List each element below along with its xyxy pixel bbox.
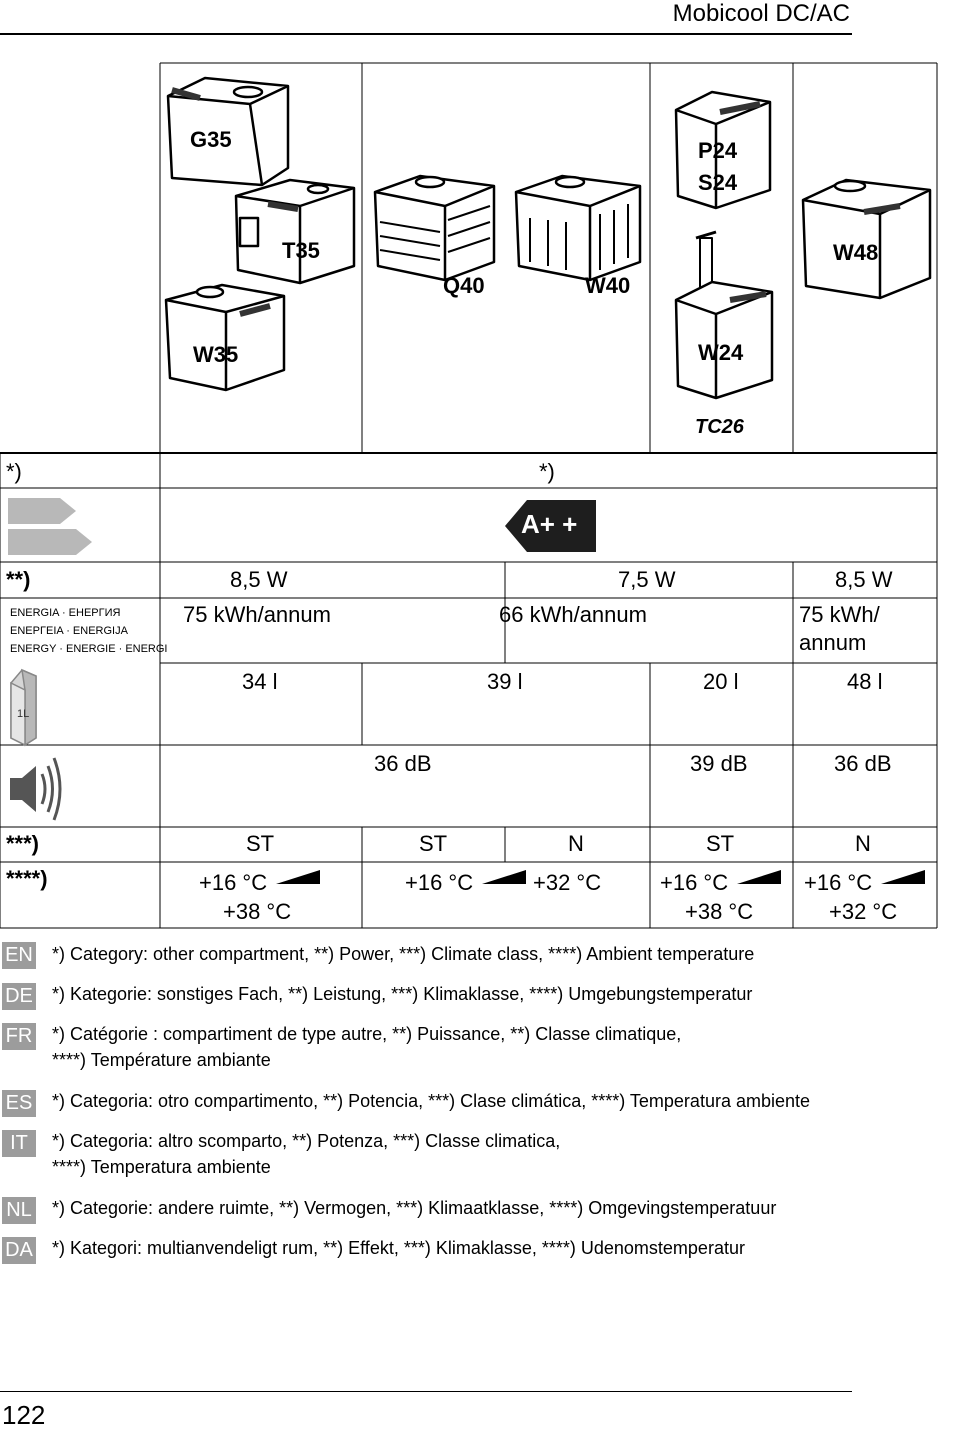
noise-value-2: 39 dB xyxy=(690,751,748,776)
ambient-3-max: +38 °C xyxy=(685,899,754,924)
ambient-2-max: +32 °C xyxy=(533,870,602,895)
cooler-q40-illustration xyxy=(375,176,494,280)
model-w48-label: W48 xyxy=(833,240,879,265)
climate-value-2: ST xyxy=(419,831,448,856)
climate-value-1: ST xyxy=(246,831,275,856)
climate-value-5: N xyxy=(855,831,871,856)
lang-badge-en: EN xyxy=(2,942,36,969)
noise-value-3: 36 dB xyxy=(834,751,892,776)
lang-badge-de: DE xyxy=(2,983,36,1010)
consumption-value-3b: annum xyxy=(799,630,867,655)
model-tc26-label: TC26 xyxy=(695,416,744,438)
note-da: *) Kategori: multianvendeligt rum, **) Effekt, ***) Klimaklasse, ****) Udenomstemperatur xyxy=(52,1238,745,1258)
model-q40-label: Q40 xyxy=(443,273,485,298)
energy-label-line-2: ΕΝΕΡΓΕΙΑ · ENERGIJA xyxy=(10,625,128,637)
model-s24-label: S24 xyxy=(698,170,738,195)
cooler-w40-illustration xyxy=(516,176,640,280)
model-g35-label: G35 xyxy=(190,127,232,152)
volume-icon-label: 1L xyxy=(17,708,30,720)
note-es: *) Categoria: otro compartimento, **) Potencia, ***) Clase climática, ****) Temperatura ambiente xyxy=(52,1091,811,1111)
energy-label-line-1: ENERGIA · ЕНЕРГИЯ xyxy=(10,607,121,619)
note-en: *) Category: other compartment, **) Power, ***) Climate class, ****) Ambient temperature xyxy=(52,944,755,964)
ambient-1-max: +38 °C xyxy=(223,899,292,924)
footer-rule xyxy=(0,1391,852,1392)
consumption-value-1: 75 kWh/annum xyxy=(183,602,331,627)
ambient-row-label: ****) xyxy=(6,866,48,891)
volume-value-1: 34 l xyxy=(242,669,278,694)
volume-value-2: 39 l xyxy=(487,669,523,694)
note-fr-line-1: *) Catégorie : compartiment de type autre, **) Puissance, **) Classe climatique, xyxy=(52,1024,682,1044)
energy-scale-arrows xyxy=(8,498,92,555)
consumption-value-2: 66 kWh/annum xyxy=(499,602,647,627)
note-it-line-1: *) Categoria: altro scomparto, **) Potenza, ***) Classe climatica, xyxy=(52,1131,561,1151)
power-value-3: 8,5 W xyxy=(835,567,893,592)
note-fr-line-2: ****) Température ambiante xyxy=(52,1050,271,1070)
climate-row-label: ***) xyxy=(6,831,40,856)
category-row-value: *) xyxy=(539,459,555,484)
consumption-value-3a: 75 kWh/ xyxy=(799,602,880,627)
model-w24-label: W24 xyxy=(698,340,744,365)
lang-badge-da: DA xyxy=(2,1237,36,1264)
energy-label-line-3: ENERGY · ENERGIE · ENERGI xyxy=(10,643,168,655)
lang-badge-it: IT xyxy=(2,1130,36,1157)
volume-value-4: 48 l xyxy=(847,669,883,694)
document-title: Mobicool DC/AC xyxy=(672,0,850,27)
ambient-1-min: +16 °C xyxy=(199,870,268,895)
ambient-3-min: +16 °C xyxy=(660,870,729,895)
note-it-line-2: ****) Temperatura ambiente xyxy=(52,1157,271,1177)
page-number: 122 xyxy=(2,1400,46,1430)
climate-value-3: N xyxy=(568,831,584,856)
volume-value-3: 20 l xyxy=(703,669,739,694)
speaker-icon xyxy=(10,758,60,820)
note-nl: *) Categorie: andere ruimte, **) Vermogen, ***) Klimaatklasse, ****) Omgevingstemperatuur xyxy=(52,1198,777,1218)
cooler-w35-illustration xyxy=(166,285,284,390)
category-row-label: *) xyxy=(6,459,22,484)
ambient-4-max: +32 °C xyxy=(829,899,898,924)
ambient-4-min: +16 °C xyxy=(804,870,873,895)
power-value-2: 7,5 W xyxy=(618,567,676,592)
lang-badge-nl: NL xyxy=(2,1197,36,1224)
model-w35-label: W35 xyxy=(193,342,239,367)
climate-value-4: ST xyxy=(706,831,735,856)
note-de: *) Kategorie: sonstiges Fach, **) Leistung, ***) Klimaklasse, ****) Umgebungstemperatur xyxy=(52,984,753,1004)
power-value-1: 8,5 W xyxy=(230,567,288,592)
energy-class-value: A+ + xyxy=(521,509,578,539)
lang-badge-fr: FR xyxy=(2,1023,36,1050)
model-t35-label: T35 xyxy=(282,238,320,263)
lang-badge-es: ES xyxy=(2,1090,36,1117)
cooler-tc26-illustration xyxy=(676,232,772,398)
noise-value-1: 36 dB xyxy=(374,751,432,776)
ambient-2-min: +16 °C xyxy=(405,870,474,895)
model-p24-label: P24 xyxy=(698,138,738,163)
cooler-t35-illustration xyxy=(236,180,354,283)
power-row-label: **) xyxy=(6,567,31,592)
model-w40-label: W40 xyxy=(585,273,631,298)
cooler-w48-illustration xyxy=(803,180,930,298)
